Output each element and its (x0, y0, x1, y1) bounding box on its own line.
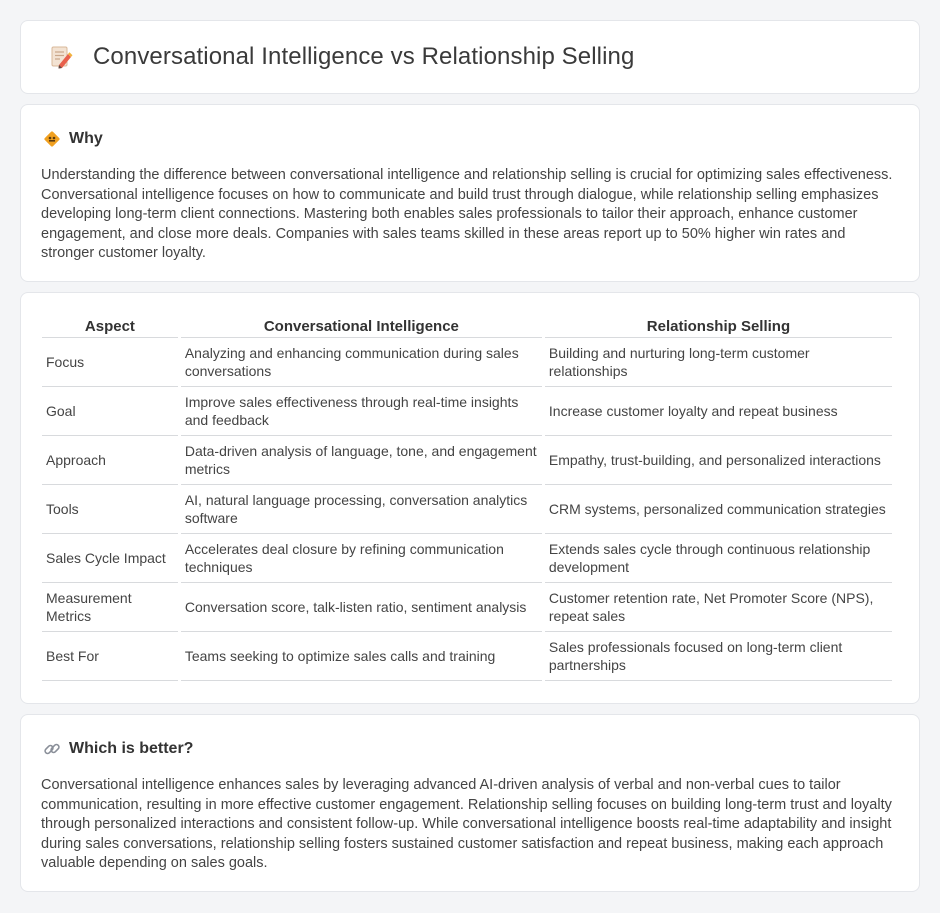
conversational-intelligence-cell: Analyzing and enhancing communication during sales conversations (181, 338, 542, 387)
aspect-cell: Sales Cycle Impact (42, 534, 178, 583)
table-row (42, 338, 892, 387)
aspect-cell: Focus (42, 338, 178, 387)
diamond-sign-icon (43, 130, 61, 148)
title-card (20, 20, 920, 94)
better-header (21, 715, 919, 759)
relationship-selling-cell: Customer retention rate, Net Promoter Score (NPS), repeat sales (545, 583, 892, 632)
conversational-intelligence-cell: Teams seeking to optimize sales calls and training (181, 632, 542, 681)
table-row (42, 632, 892, 681)
why-heading: Why (69, 130, 103, 147)
table-row (42, 485, 892, 534)
table-row (42, 534, 892, 583)
better-text: Conversational intelligence enhances sales by leveraging advanced AI-driven analysis of verbal and non-verbal cues to tailor communication, resulting in more effective customer engagement. Relationship selling focuses on building long-term trust and loyalty through personalized interactions and consistent follow-up. While conversational intelligence boosts real-time adaptability and insight during sales conversations, relationship selling fosters sustained customer satisfaction and repeat business, making each approach valuable depending on sales goals. (41, 777, 892, 872)
aspect-cell: Goal (42, 387, 178, 436)
why-section (20, 104, 920, 282)
table-header-row (42, 315, 892, 338)
header-conversational-intelligence: Conversational Intelligence (181, 315, 542, 338)
comparison-section (20, 292, 920, 704)
relationship-selling-cell: Empathy, trust-building, and personalized interactions (545, 436, 892, 485)
table-row (42, 387, 892, 436)
aspect-cell: Tools (42, 485, 178, 534)
relationship-selling-cell: Building and nurturing long-term customer relationships (545, 338, 892, 387)
title-row (21, 21, 919, 93)
why-text: Understanding the difference between conversational intelligence and relationship selling is crucial for optimizing sales effectiveness. Conversational intelligence focuses on how to communicate and build trust through dialogue, while relationship selling emphasizes developing long-term client connections. Mastering both enables sales professionals to tailor their approach, enhance customer engagement, and close more deals. Companies with sales teams skilled in these areas report up to 50% higher win rates and stronger customer loyalty. (41, 167, 893, 262)
table-row (42, 436, 892, 485)
conversational-intelligence-cell: Conversation score, talk-listen ratio, sentiment analysis (181, 583, 542, 632)
conversational-intelligence-cell: AI, natural language processing, conversation analytics software (181, 485, 542, 534)
aspect-cell: Best For (42, 632, 178, 681)
relationship-selling-cell: CRM systems, personalized communication strategies (545, 485, 892, 534)
memo-pencil-icon (47, 44, 73, 70)
aspect-cell: Measurement Metrics (42, 583, 178, 632)
header-relationship-selling: Relationship Selling (545, 315, 892, 338)
why-header (21, 105, 919, 149)
relationship-selling-cell: Sales professionals focused on long-term client partnerships (545, 632, 892, 681)
conversational-intelligence-cell: Improve sales effectiveness through real-time insights and feedback (181, 387, 542, 436)
table-row (42, 583, 892, 632)
which-is-better-section (20, 714, 920, 892)
relationship-selling-cell: Increase customer loyalty and repeat business (545, 387, 892, 436)
comparison-table (39, 315, 895, 681)
page-title: Conversational Intelligence vs Relationship Selling (93, 43, 635, 70)
conversational-intelligence-cell: Data-driven analysis of language, tone, and engagement metrics (181, 436, 542, 485)
better-heading: Which is better? (69, 740, 194, 757)
conversational-intelligence-cell: Accelerates deal closure by refining communication techniques (181, 534, 542, 583)
link-icon (43, 740, 61, 758)
relationship-selling-cell: Extends sales cycle through continuous relationship development (545, 534, 892, 583)
header-aspect: Aspect (42, 315, 178, 338)
aspect-cell: Approach (42, 436, 178, 485)
